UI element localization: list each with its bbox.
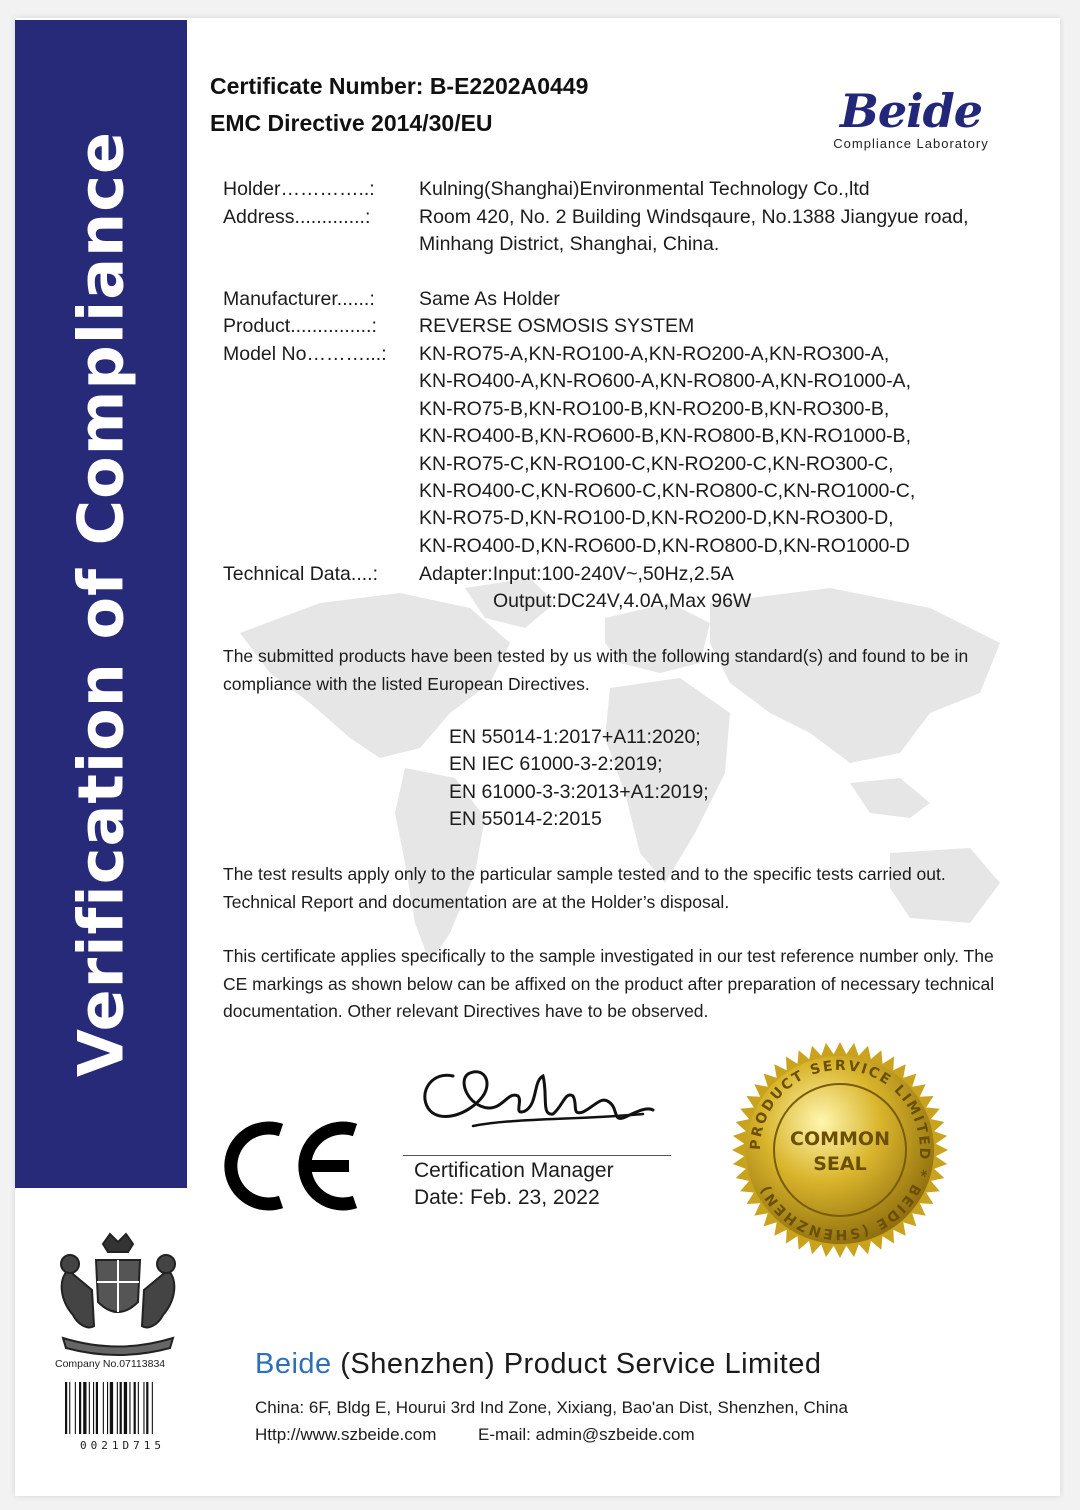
directive: EMC Directive 2014/30/EU — [210, 110, 493, 136]
issuer-website: Http://www.szbeide.com — [255, 1425, 437, 1444]
model-line: KN-RO75-C,KN-RO100-C,KN-RO200-C,KN-RO300-C, — [419, 453, 894, 475]
seal-ring-text: PRODUCT SERVICE LIMITED * BEIDE (SHENZHEN) — [747, 1057, 933, 1243]
sidebar-title: Verification of Compliance — [64, 130, 138, 1078]
world-map-watermark — [210, 563, 1040, 993]
company-number: Company No.07113834 — [55, 1358, 166, 1370]
manufacturer-label: Manufacturer......: — [223, 288, 375, 310]
model-line: KN-RO400-D,KN-RO600-D,KN-RO800-D,KN-RO1000-D — [419, 535, 910, 557]
certification-manager: Certification Manager — [414, 1159, 614, 1182]
issuer-address: China: 6F, Bldg E, Hourui 3rd Ind Zone, Xixiang, Bao'an Dist, Shenzhen, China — [255, 1398, 848, 1417]
address-label: Address.............: — [223, 206, 371, 228]
seal-center-text: SEAL — [813, 1153, 867, 1175]
manager-signature — [413, 1046, 658, 1146]
brand-subtitle: Compliance Laboratory — [833, 136, 989, 151]
product-value: REVERSE OSMOSIS SYSTEM — [419, 315, 695, 337]
address-line: Minhang District, Shanghai, China. — [419, 233, 720, 255]
holder-value: Kulning(Shanghai)Environmental Technology Co.,ltd — [419, 178, 870, 200]
model-line: KN-RO75-B,KN-RO100-B,KN-RO200-B,KN-RO300-B, — [419, 398, 890, 420]
certificate-page — [15, 18, 1060, 1496]
brand-name: Beide — [839, 84, 983, 138]
royal-crest-icon — [48, 1230, 188, 1360]
sidebar-band — [15, 20, 187, 1188]
standard-item: EN 55014-1:2017+A11:2020; — [449, 726, 701, 748]
brand-logo — [821, 86, 1001, 151]
technical-input: Adapter:Input:100-240V~,50Hz,2.5A — [419, 563, 734, 585]
ce-mark — [223, 1116, 363, 1216]
model-line: KN-RO75-D,KN-RO100-D,KN-RO200-D,KN-RO300-D, — [419, 507, 894, 529]
certificate-number: Certificate Number: B-E2202A0449 — [210, 73, 589, 99]
model-label: Model No………...: — [223, 343, 387, 365]
applicability-statement: This certificate applies specifically to the sample investigated in our test reference number only. The CE markings as shown below can be affixed on the product after preparation of necessary technical documentation. Other relevant Directives have to be observed. — [223, 946, 995, 1021]
certificate-date: Date: Feb. 23, 2022 — [414, 1186, 600, 1209]
model-line: KN-RO400-A,KN-RO600-A,KN-RO800-A,KN-RO1000-A, — [419, 370, 911, 392]
standard-item: EN 55014-2:2015 — [449, 808, 602, 830]
results-statement: The test results apply only to the particular sample tested and to the specific tests carried out. Technical Report and documentation are at the Holder’s disposal. — [223, 864, 946, 912]
technical-label: Technical Data....: — [223, 563, 378, 585]
holder-label: Holder…………..: — [223, 178, 375, 200]
issuer-email: E-mail: admin@szbeide.com — [478, 1425, 695, 1444]
model-line: KN-RO75-A,KN-RO100-A,KN-RO200-A,KN-RO300-A, — [419, 343, 890, 365]
common-seal-icon — [730, 1040, 950, 1260]
address-line: Room 420, No. 2 Building Windsqaure, No.1388 Jiangyue road, — [419, 206, 969, 228]
product-label: Product...............: — [223, 315, 377, 337]
issuer-name: (Shenzhen) Product Service Limited — [331, 1348, 822, 1380]
issuer-company — [255, 1348, 821, 1381]
technical-output: Output:DC24V,4.0A,Max 96W — [493, 590, 752, 612]
signature-line — [403, 1155, 671, 1156]
seal-center-text: COMMON — [790, 1128, 890, 1150]
model-line: KN-RO400-B,KN-RO600-B,KN-RO800-B,KN-RO1000-B, — [419, 425, 911, 447]
issuer-brand: Beide — [255, 1348, 332, 1380]
intro-statement: The submitted products have been tested by us with the following standard(s) and found to be in compliance with the listed European Directives. — [223, 646, 969, 694]
standard-item: EN IEC 61000-3-2:2019; — [449, 753, 663, 775]
barcode — [65, 1382, 180, 1434]
model-line: KN-RO400-C,KN-RO600-C,KN-RO800-C,KN-RO1000-C, — [419, 480, 916, 502]
manufacturer-value: Same As Holder — [419, 288, 560, 310]
standard-item: EN 61000-3-3:2013+A1:2019; — [449, 781, 709, 803]
barcode-number: 0021D715 — [80, 1439, 165, 1452]
